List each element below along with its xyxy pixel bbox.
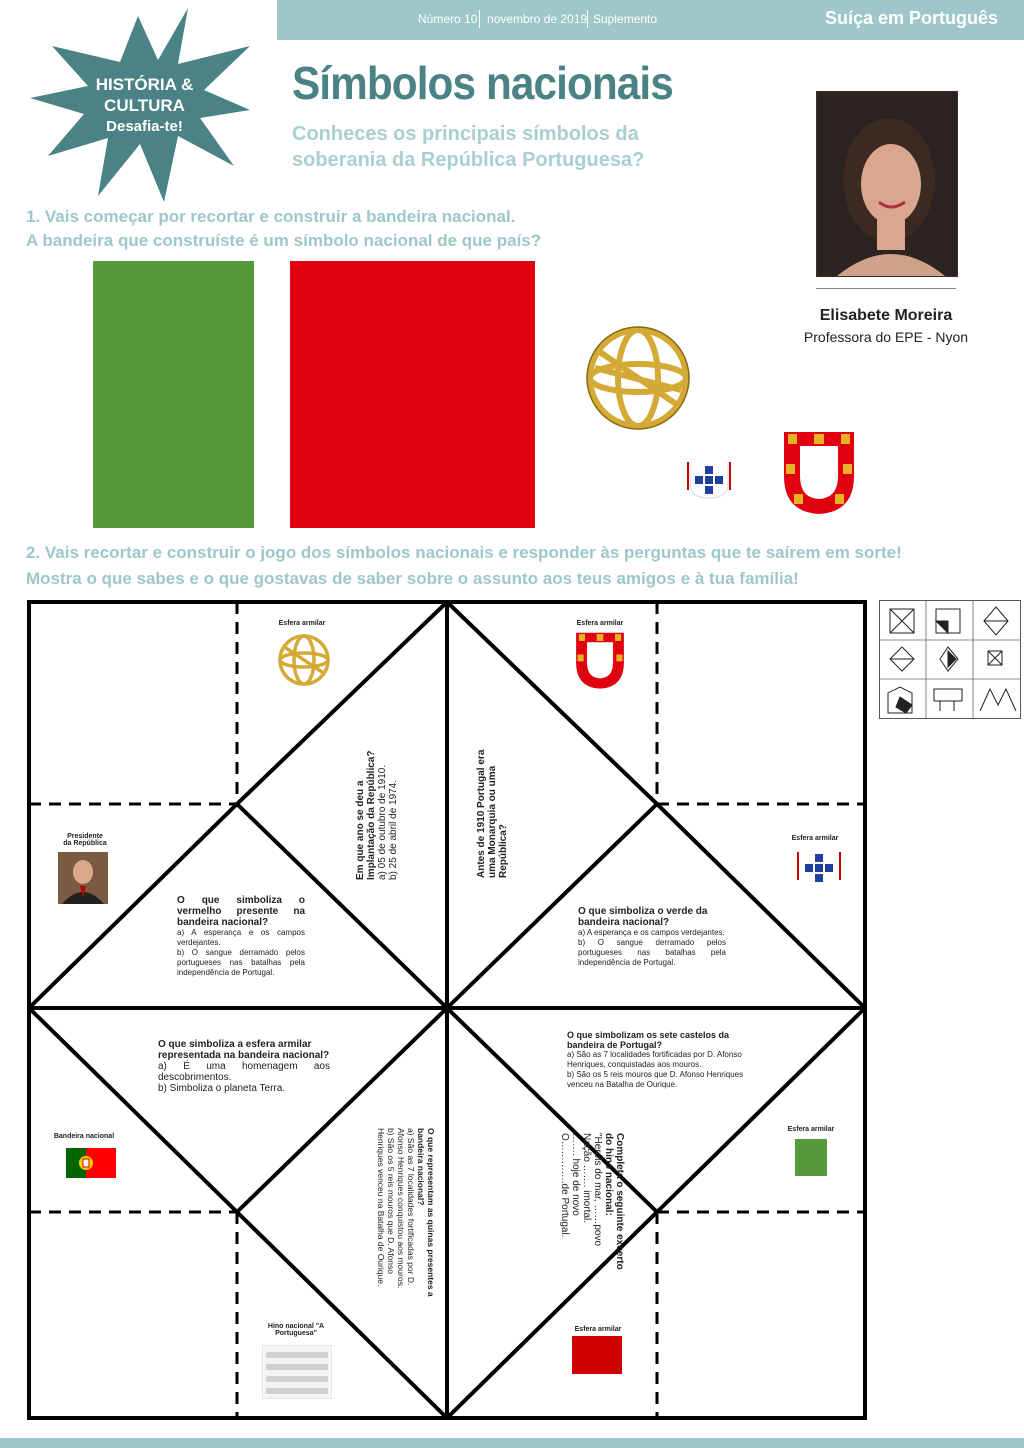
label-armillary-tl: Esfera armilar (278, 620, 326, 627)
question-1-line-2: A bandeira que construíste é um símbolo nacional de que país? (26, 231, 542, 250)
section-name: Suplemento (593, 12, 658, 26)
photo-divider (816, 288, 956, 289)
card-question-green-b: b) O sangue derramado pelos portugueses nas batalhas pela independência de Portugal. (578, 938, 726, 967)
card-question-red-a: a) A esperança e os campos verdejantes. (177, 928, 305, 947)
badge-line-1: HISTÓRIA & (95, 75, 194, 94)
label-armillary-green: Esfera armilar (787, 1126, 835, 1133)
header-divider (479, 10, 480, 28)
card-question-armillary-b: b) Simboliza o planeta Terra. (158, 1083, 286, 1094)
card-question-red-title: O que simboliza o vermelho presente na bandeira nacional? (177, 895, 305, 928)
armillary-sphere-icon (583, 310, 693, 450)
author-role: Professora do EPE - Nyon (803, 329, 969, 345)
question-2-line-2: Mostra o que sabes e o que gostavas de saber sobre o assunto aos teus amigos e à tua família! (26, 569, 799, 588)
footer-bar (0, 1438, 1024, 1448)
card-question-quinas-b: b) São os 5 reis mouros que D. Afonso Henriques venceu na Batalha de Ourique. (376, 1128, 396, 1287)
brand-name: Suíça em Português (824, 8, 998, 28)
page-subtitle: Conheces os principais símbolos da soberania da República Portuguesa? (292, 123, 645, 171)
label-president-line-1: Presidente (67, 833, 103, 840)
sheet-music-icon (262, 1345, 332, 1399)
card-question-red (177, 895, 305, 978)
card-question-quinas-a: a) São as 7 localidades fortificadas por D. Afonso Henriques conquistou aos mouros. (396, 1128, 416, 1289)
label-anthem-line-1: Hino nacional "A (267, 1323, 325, 1330)
folding-instructions (879, 600, 1021, 719)
flag-red-piece (290, 261, 535, 528)
badge-line-3: Desafia-te! (106, 118, 183, 135)
castles-shield-icon (572, 630, 628, 690)
portugal-flag-icon (66, 1148, 116, 1178)
label-armillary-right: Esfera armilar (791, 835, 839, 842)
label-armillary-bottom: Esfera armilar (574, 1326, 622, 1333)
label-armillary-tr: Esfera armilar (576, 620, 624, 627)
card-question-year-b: b) 25 de abril de 1974. (388, 779, 399, 880)
card-question-armillary-a: a) É uma homenagem aos descobrimentos. (158, 1061, 330, 1083)
label-anthem-line-2: Portuguesa" (275, 1330, 317, 1337)
author-photo (816, 91, 958, 277)
card-question-year-a: a) 05 de outubro de 1910. (377, 764, 388, 880)
issue-number: Número 10 (418, 12, 478, 26)
label-flag: Bandeira nacional (53, 1133, 115, 1140)
quinas-icon (796, 850, 842, 890)
card-question-castles-title: O que simbolizam os sete castelos da bandeira de Portugal? (567, 1030, 730, 1050)
question-1 (26, 205, 541, 253)
question-2 (26, 540, 902, 592)
card-question-monarchy (476, 738, 509, 878)
card-question-monarchy-title: Antes de 1910 Portugal era uma Monarquia ou uma República? (476, 749, 509, 878)
green-swatch (795, 1139, 827, 1176)
card-question-anthem-title: Completa o seguinte excerto do hino nacional: (603, 1133, 625, 1270)
author-name: Elisabete Moreira (819, 307, 953, 324)
card-question-green (578, 906, 726, 968)
card-question-anthem-l3: ……. hoje de novo (570, 1133, 581, 1216)
president-photo (58, 852, 108, 904)
question-2-line-1: 2. Vais recortar e construir o jogo dos símbolos nacionais e responder às perguntas que te saírem em sorte! (26, 543, 902, 562)
card-question-green-title: O que simboliza o verde da bandeira nacional? (578, 906, 708, 928)
card-question-quinas-title: O que representam as quinas presentes a bandeira nacional? (416, 1128, 436, 1297)
card-question-castles-b: b) São os 5 reis mouros que D. Afonso Henriques venceu na Batalha de Ourique. (567, 1070, 744, 1089)
armillary-sphere-icon (276, 632, 332, 688)
quinas-icon (686, 460, 732, 500)
card-question-year (355, 730, 399, 880)
card-question-quinas (376, 1128, 436, 1303)
flag-green-piece (93, 261, 254, 528)
red-swatch (572, 1336, 622, 1374)
card-question-green-a: a) A esperança e os campos verdejantes. (578, 928, 725, 937)
page-title: Símbolos nacionais (292, 57, 673, 109)
fortune-teller-template (27, 600, 867, 1420)
issue-date: novembro de 2019 (487, 12, 588, 26)
card-question-armillary-title: O que simboliza a esfera armilar representada na bandeira nacional? (158, 1039, 330, 1061)
label-president (50, 833, 120, 847)
card-question-armillary (158, 1039, 330, 1094)
card-question-anthem (559, 1133, 625, 1283)
badge-text (72, 74, 217, 137)
card-question-castles (567, 1030, 757, 1090)
card-question-anthem-l4: O………….de Portugal. (559, 1133, 570, 1238)
castles-shield-icon (780, 428, 858, 516)
card-question-anthem-l2: Nação ……. imortal. (581, 1133, 592, 1224)
card-question-anthem-l1: "Heróis do mar, ……povo (592, 1133, 603, 1247)
label-president-line-2: da República (63, 840, 107, 847)
header-divider (587, 10, 588, 28)
badge-line-2: CULTURA (104, 96, 185, 115)
card-question-year-title: Em que ano se deu a Implantação da República? (355, 750, 377, 880)
card-question-castles-a: a) São as 7 localidades fortificadas por D. Afonso Henriques, conquistadas aos mouros. (567, 1050, 742, 1069)
question-1-line-1: 1. Vais começar por recortar e construir a bandeira nacional. (26, 207, 516, 226)
card-question-red-b: b) O sangue derramado pelos portugueses nas batalhas pela independência de Portugal. (177, 948, 305, 977)
label-anthem (254, 1323, 338, 1337)
